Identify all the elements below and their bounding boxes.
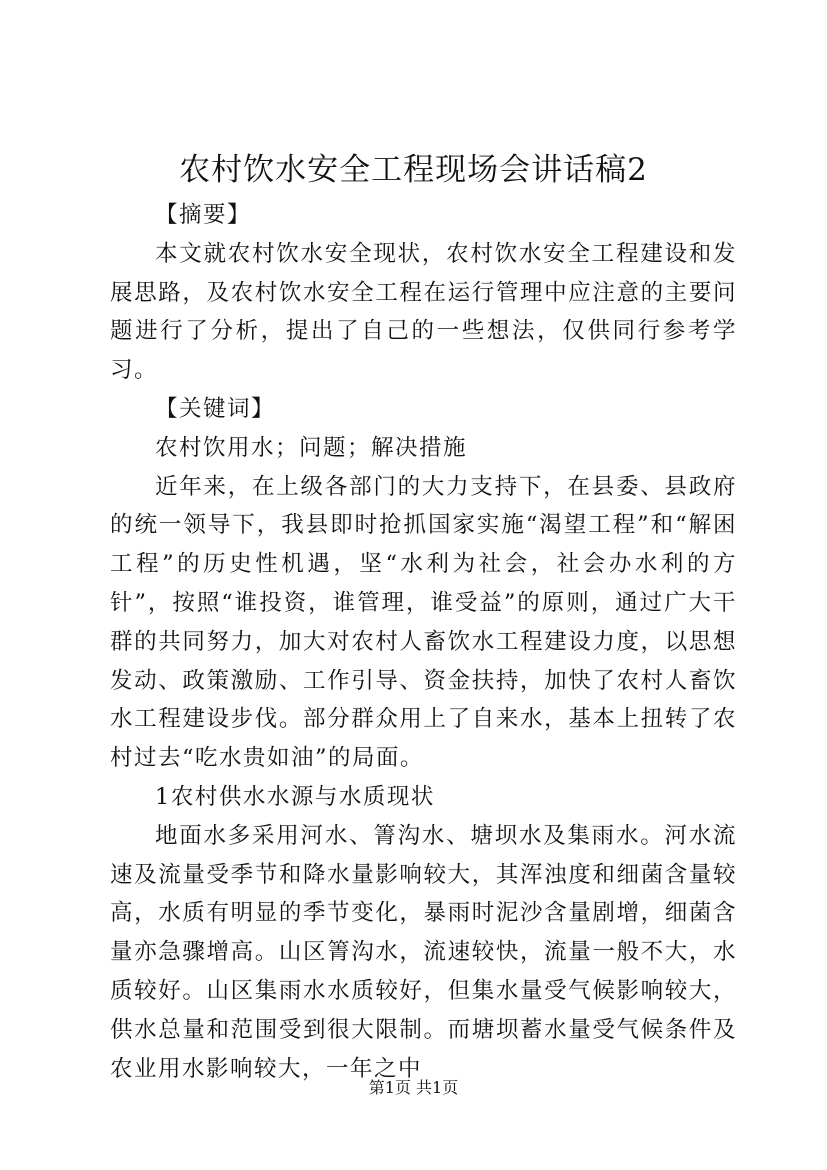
section-heading: 1农村供水水源与水质现状: [155, 783, 435, 810]
document-title: 农村饮水安全工程现场会讲话稿2: [179, 152, 648, 188]
intro-paragraph: 近年来，在上级各部门的大力支持下，在县委、县政府的统一领导下，我县即时抢抓国家实施“渴望工程”和“解困工程”的历史性机遇，坚“水利为社会，社会办水利的方针”，按照“谁投资，谁管理，谁受益”的原则，通过广大干群的共同努力，加大对农村人畜饮水工程建设力度，以思想发动、政策激励、工作引导、资金扶持，加快了农村人畜饮水工程建设步伐。部分群众用上了自来水，基本上扭转了农村过去“吃水贵如油”的局面。: [110, 473, 737, 772]
page-footer: 第1页 共1页: [368, 1078, 459, 1097]
keywords-paragraph: 农村饮用水；问题；解决措施: [155, 434, 468, 461]
abstract-paragraph: 本文就农村饮水安全现状，农村饮水安全工程建设和发展思路，及农村饮水安全工程在运行管理中应注意的主要问题进行了分析，提出了自己的一些想法，仅供同行参考学习。: [110, 240, 737, 384]
keywords-heading: 【关键词】: [155, 395, 276, 422]
document-body: [110, 196, 737, 1088]
abstract-heading: 【摘要】: [155, 202, 252, 228]
section-paragraph: 地面水多采用河水、箐沟水、塘坝水及集雨水。河水流速及流量受季节和降水量影响较大，其浑浊度和细菌含量较高，水质有明显的季节变化，暴雨时泥沙含量剧增，细菌含量亦急骤增高。山区箐沟水，流速较快，流量一般不大，水质较好。山区集雨水水质较好，但集水量受气候影响较大，供水总量和范围受到很大限制。而塘坝蓄水量受气候条件及农业用水影响较大，一年之中: [110, 822, 737, 1082]
